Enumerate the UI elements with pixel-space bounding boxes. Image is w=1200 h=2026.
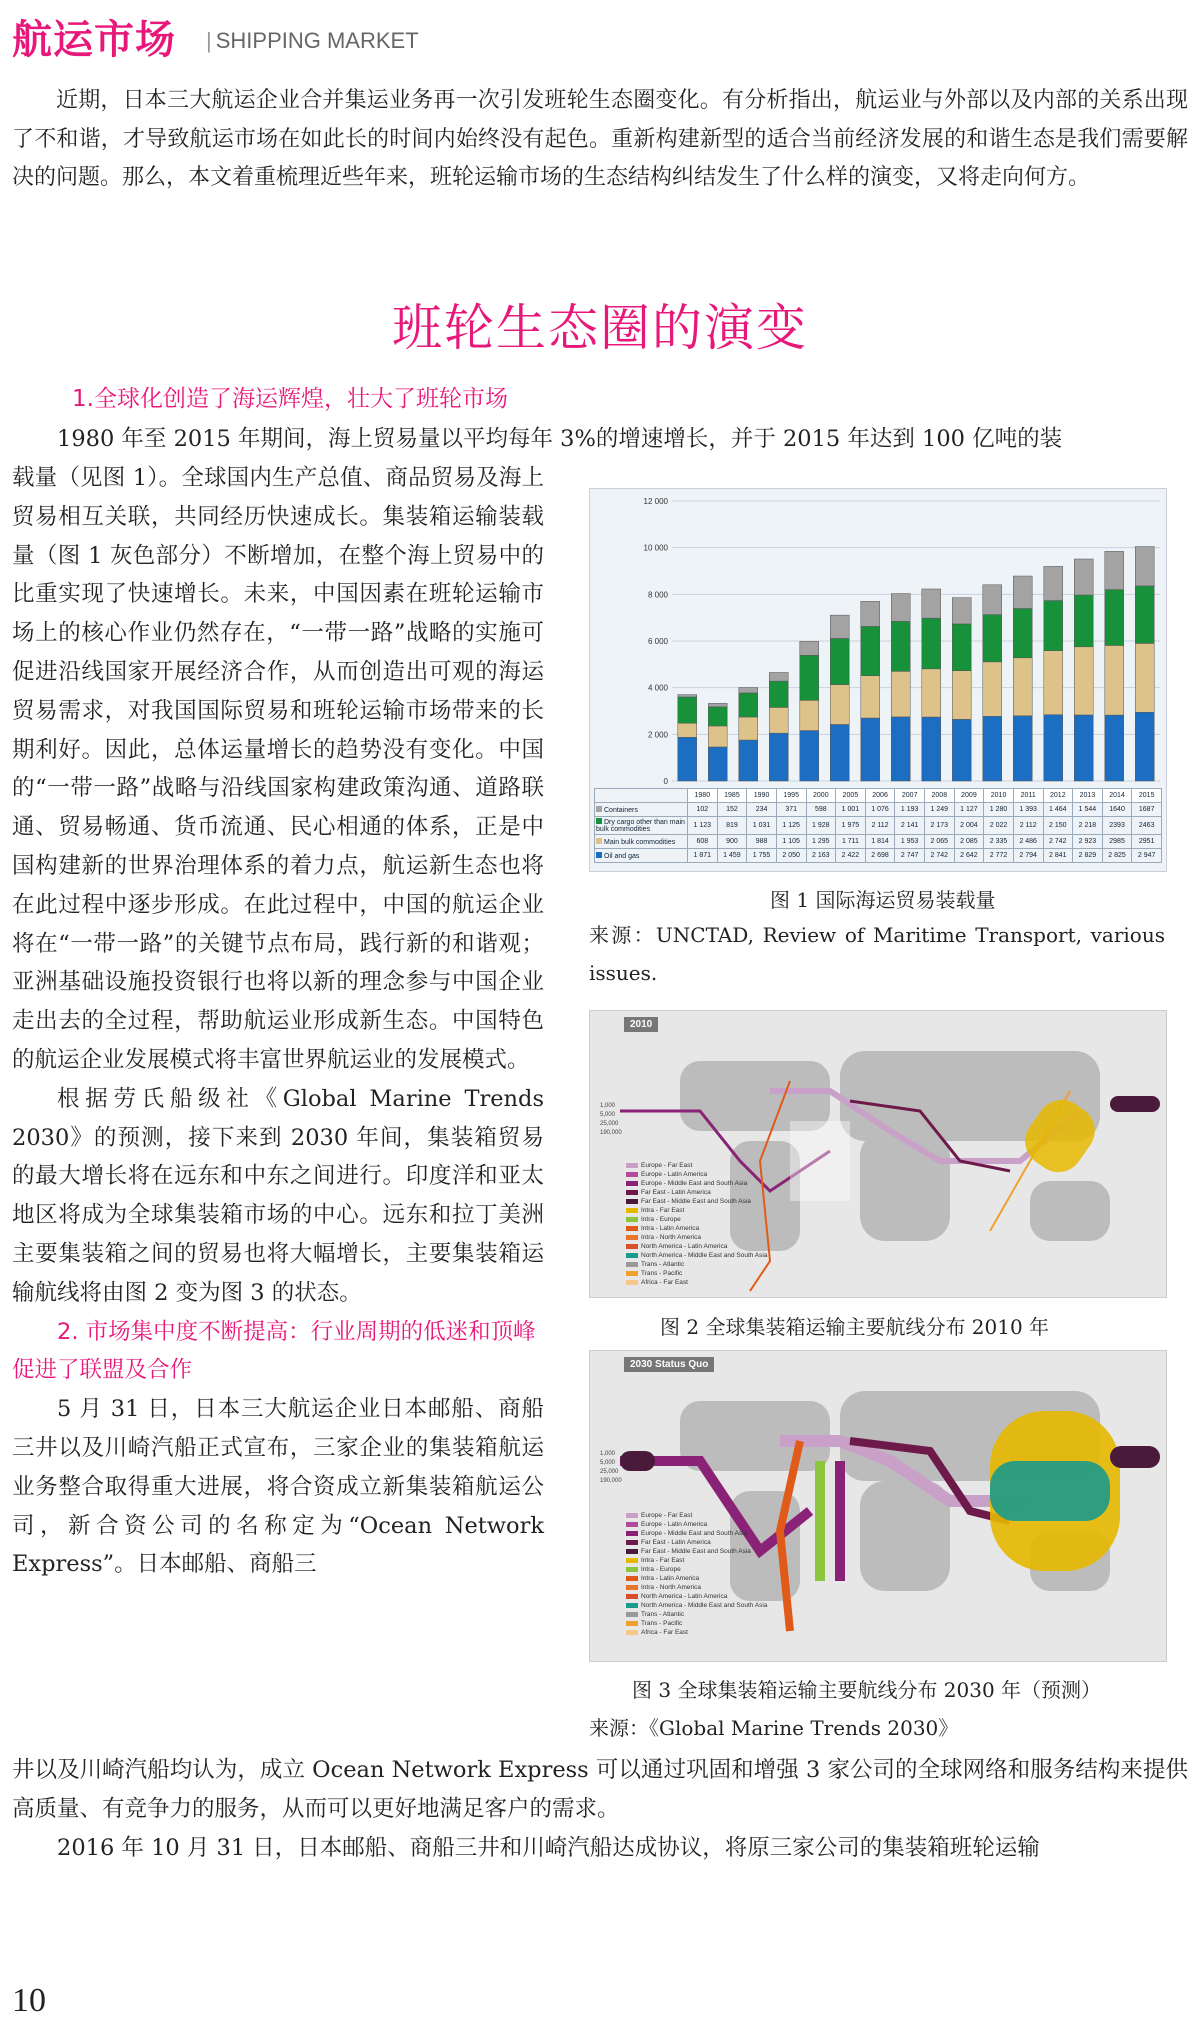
legend-item: Intra - Europe xyxy=(626,1215,767,1224)
legend-item: Intra - North America xyxy=(626,1233,767,1242)
table-cell: 1 280 xyxy=(984,803,1014,817)
bar-segment xyxy=(708,726,727,747)
table-cell: 2 772 xyxy=(984,849,1014,863)
table-cell: 1640 xyxy=(1102,803,1132,817)
table-cell: 2 050 xyxy=(776,849,806,863)
table-cell: 2 841 xyxy=(1043,849,1073,863)
article-section-title: 班轮生态圈的演变 xyxy=(392,299,808,357)
table-year-header: 2007 xyxy=(895,789,925,803)
table-cell: 2 422 xyxy=(836,849,866,863)
table-cell: 2 335 xyxy=(984,835,1014,849)
scale-label: 25,000 xyxy=(600,1469,619,1475)
page-number: 10 xyxy=(12,1982,46,2019)
table-year-header: 2011 xyxy=(1013,789,1043,803)
table-cell: 1 393 xyxy=(1013,803,1043,817)
table-year-header: 2015 xyxy=(1132,789,1162,803)
table-cell: 608 xyxy=(688,835,718,849)
y-tick-label: 12 000 xyxy=(643,497,668,506)
bar-segment xyxy=(800,700,819,730)
bar-segment xyxy=(708,747,727,781)
legend-item: North America - Latin America xyxy=(626,1592,767,1601)
paragraph-1-first-line: 1980 年至 2015 年期间，海上贸易量以平均每年 3%的增速增长，并于 2015 年达到 100 亿吨的装 xyxy=(57,426,1063,452)
bar-segment xyxy=(1044,715,1063,781)
legend-swatch xyxy=(626,1540,638,1545)
table-cell: 2 112 xyxy=(1013,817,1043,835)
table-cell: 988 xyxy=(747,835,777,849)
bar-segment xyxy=(861,601,880,626)
table-cell: 1 975 xyxy=(836,817,866,835)
table-cell: 1 193 xyxy=(895,803,925,817)
table-cell: 1 125 xyxy=(776,817,806,835)
bar-segment xyxy=(922,669,941,717)
legend-item: Far East - Middle East and South Asia xyxy=(626,1547,767,1556)
figure-1-source: 来源：UNCTAD, Review of Maritime Transport, various issues. xyxy=(589,923,1165,985)
table-cell: 2 218 xyxy=(1073,817,1103,835)
table-cell: 1 031 xyxy=(747,817,777,835)
paragraph-2: 根据劳氏船级社《Global Marine Trends 2030》的预测，接下来到 2030 年间，集装箱贸易的最大增长将在远东和中东之间进行。印度洋和亚太地区将成为全球集装箱市场的中心。远东和拉丁美洲主要集装箱之间的贸易也将大幅增长，主要集装箱运输航线将由图 2 变为图 3 的状态。 xyxy=(12,1085,544,1306)
table-year-header: 2000 xyxy=(806,789,836,803)
series-swatch xyxy=(596,806,602,812)
table-cell: 1 953 xyxy=(895,835,925,849)
bar-segment xyxy=(1013,609,1032,658)
table-series-label: Main bulk commodities xyxy=(595,835,688,849)
legend-item: Africa - Far East xyxy=(626,1278,767,1287)
table-cell: 2 829 xyxy=(1073,849,1103,863)
bar-segment xyxy=(739,717,758,740)
bar-segment xyxy=(1105,645,1124,715)
legend-item: Europe - Far East xyxy=(626,1161,767,1170)
bar-segment xyxy=(952,671,971,720)
bar-segment xyxy=(1013,716,1032,781)
legend-item: Far East - Middle East and South Asia xyxy=(626,1197,767,1206)
legend-item: North America - Middle East and South Asia xyxy=(626,1251,767,1260)
table-cell: 2 150 xyxy=(1043,817,1073,835)
table-cell: 2 794 xyxy=(1013,849,1043,863)
table-cell: 2 085 xyxy=(954,835,984,849)
legend-item: Europe - Latin America xyxy=(626,1170,767,1179)
bar-segment xyxy=(922,589,941,618)
table-cell: 1 123 xyxy=(688,817,718,835)
bar-segment xyxy=(891,671,910,717)
legend-item: Trans - Atlantic xyxy=(626,1610,767,1619)
table-cell: 2 112 xyxy=(865,817,895,835)
legend-item: Intra - Far East xyxy=(626,1556,767,1565)
scale-label: 190,000 xyxy=(600,1478,622,1484)
legend-item: Far East - Latin America xyxy=(626,1538,767,1547)
bar-segment xyxy=(1135,547,1154,586)
subheading-1: 1.全球化创造了海运辉煌，壮大了班轮市场 xyxy=(72,386,508,412)
bar-segment xyxy=(1135,712,1154,781)
scale-label: 1,000 xyxy=(600,1103,616,1109)
table-cell: 2 065 xyxy=(925,835,955,849)
legend-swatch xyxy=(626,1594,638,1599)
map-2010-tag: 2010 xyxy=(624,1017,658,1032)
map-2010-legend xyxy=(626,1161,767,1287)
legend-swatch xyxy=(626,1190,638,1195)
bar-segment xyxy=(1074,595,1093,647)
table-cell: 2 698 xyxy=(865,849,895,863)
table-cell: 2 742 xyxy=(1043,835,1073,849)
y-tick-label: 2 000 xyxy=(647,730,668,740)
table-series-label: Oil and gas xyxy=(595,849,688,863)
table-cell: 1 464 xyxy=(1043,803,1073,817)
bar-segment xyxy=(830,685,849,725)
table-year-header: 2009 xyxy=(954,789,984,803)
y-tick-label: 0 xyxy=(663,777,668,786)
table-cell: 2 173 xyxy=(925,817,955,835)
legend-swatch xyxy=(626,1253,638,1258)
table-cell: 2 642 xyxy=(954,849,984,863)
legend-swatch xyxy=(626,1576,638,1581)
map-2030-legend xyxy=(626,1511,767,1637)
y-tick-label: 8 000 xyxy=(647,590,668,600)
map-2030-tag: 2030 Status Quo xyxy=(624,1357,714,1372)
bar-segment xyxy=(983,662,1002,716)
bar-segment xyxy=(800,731,819,781)
bar-segment xyxy=(830,615,849,638)
table-cell: 2 486 xyxy=(1013,835,1043,849)
table-cell: 2463 xyxy=(1132,817,1162,835)
paragraph-1-continued: 载量（见图 1）。全球国内生产总值、商品贸易及海上贸易相互关联，共同经历快速成长。集装箱运输装载量（图 1 灰色部分）不断增加，在整个海上贸易中的比重实现了快速增长。未来，中国因素在班轮运输市场上的核心作业仍然存在，“一带一路”战略的实施可促进沿线国家开展经济合作，从而创造出可观的海运贸易需求，对我国国际贸易和班轮运输市场带来的长期利好。因此，总体运量增长的趋势没有变化。中国的“一带一路”战略与沿线国家构建政策沟通、道路联通、贸易畅通、货币流通、民心相通的体系，正是中国构建新的世界治理体系的着力点，航运新生态也将在此过程中逐步形成。在此过程中，中国的航运企业将在“一带一路”的关键节点布局，践行新的和谐观；亚洲基础设施投资银行也将以新的理念参与中国企业走出去的全过程，帮助航运业形成新生态。中国特色的航运企业发展模式将丰富世界航运业的发展模式。 xyxy=(12,465,544,1073)
bar-segment xyxy=(769,672,788,681)
bar-segment xyxy=(983,585,1002,615)
section-header-subtitle xyxy=(206,28,419,54)
table-cell: 234 xyxy=(747,803,777,817)
legend-swatch xyxy=(626,1271,638,1276)
legend-swatch xyxy=(626,1226,638,1231)
table-cell: 1 295 xyxy=(806,835,836,849)
map-2010-scale xyxy=(600,1103,622,1139)
legend-item: Intra - Latin America xyxy=(626,1224,767,1233)
bar-segment xyxy=(861,626,880,675)
bar-segment xyxy=(708,707,727,726)
bar-segment xyxy=(678,695,697,697)
table-year-header: 2012 xyxy=(1043,789,1073,803)
legend-swatch xyxy=(626,1244,638,1249)
table-cell: 1687 xyxy=(1132,803,1162,817)
header-english-title: SHIPPING MARKET xyxy=(215,28,419,53)
figure-1-chart xyxy=(589,488,1167,872)
map-2030-scale xyxy=(600,1451,622,1487)
legend-item: Europe - Middle East and South Asia xyxy=(626,1529,767,1538)
bar-segment xyxy=(1044,566,1063,600)
bottom-text xyxy=(12,1751,1188,1867)
bar-segment xyxy=(891,621,910,671)
chart-data-table xyxy=(594,788,1162,863)
paragraph-3: 5 月 31 日，日本三大航运企业日本邮船、商船三井以及川崎汽船正式宣布，三家企业的集装箱航运业务整合取得重大进展，将合资成立新集装箱航运公司，新合资公司的名称定为“Ocean Network Express”。日本邮船、商船三 xyxy=(12,1396,544,1578)
table-cell: 598 xyxy=(806,803,836,817)
legend-swatch xyxy=(626,1549,638,1554)
figure-3-route-map xyxy=(589,1350,1167,1662)
scale-label: 5,000 xyxy=(600,1112,616,1118)
table-cell: 1 755 xyxy=(747,849,777,863)
bar-segment xyxy=(739,687,758,692)
table-cell: 1 105 xyxy=(776,835,806,849)
table-cell: 1 871 xyxy=(688,849,718,863)
subheading-2: 2. 市场集中度不断提高：行业周期的低迷和顶峰促进了联盟及合作 xyxy=(12,1318,536,1384)
bar-segment xyxy=(800,641,819,655)
legend-swatch xyxy=(626,1262,638,1267)
table-year-header: 2006 xyxy=(865,789,895,803)
table-cell: 2393 xyxy=(1102,817,1132,835)
table-cell: 2 747 xyxy=(895,849,925,863)
legend-item: Africa - Far East xyxy=(626,1628,767,1637)
legend-swatch xyxy=(626,1558,638,1563)
table-cell: 2 742 xyxy=(925,849,955,863)
table-cell: 2 825 xyxy=(1102,849,1132,863)
figure-3-caption: 图 3 全球集装箱运输主要航线分布 2030 年（预测） xyxy=(632,1678,1102,1702)
table-corner xyxy=(595,789,688,803)
legend-item: Europe - Latin America xyxy=(626,1520,767,1529)
bar-segment xyxy=(861,676,880,718)
legend-item: Far East - Latin America xyxy=(626,1188,767,1197)
legend-swatch xyxy=(626,1522,638,1527)
table-cell: 152 xyxy=(717,803,747,817)
legend-swatch xyxy=(626,1172,638,1177)
legend-item: Trans - Pacific xyxy=(626,1269,767,1278)
table-cell: 900 xyxy=(717,835,747,849)
scale-label: 190,000 xyxy=(600,1130,622,1136)
legend-item: Intra - Europe xyxy=(626,1565,767,1574)
legend-item: Europe - Middle East and South Asia xyxy=(626,1179,767,1188)
header-divider: | xyxy=(206,28,212,53)
bar-segment xyxy=(1044,651,1063,715)
table-cell: 2 947 xyxy=(1132,849,1162,863)
table-cell: 1 076 xyxy=(865,803,895,817)
figure-2-route-map xyxy=(589,1010,1167,1298)
bar-segment xyxy=(739,740,758,781)
table-cell: 1 127 xyxy=(954,803,984,817)
legend-swatch xyxy=(626,1603,638,1608)
table-series-label: Dry cargo other than main bulk commodities xyxy=(595,817,688,835)
bar-segment xyxy=(830,638,849,684)
bar-segment xyxy=(830,724,849,781)
section-header-title: 航运市场 xyxy=(12,17,176,63)
scale-label: 25,000 xyxy=(600,1121,619,1127)
table-series-label: Containers xyxy=(595,803,688,817)
table-cell: 819 xyxy=(717,817,747,835)
table-cell: 1 711 xyxy=(836,835,866,849)
series-swatch xyxy=(596,852,602,858)
bar-segment xyxy=(678,697,697,723)
table-year-header: 2008 xyxy=(925,789,955,803)
table-cell: 2 141 xyxy=(895,817,925,835)
table-year-header: 2005 xyxy=(836,789,866,803)
table-cell: 2 004 xyxy=(954,817,984,835)
figure-2-caption: 图 2 全球集装箱运输主要航线分布 2010 年 xyxy=(660,1315,1050,1339)
legend-item: Trans - Pacific xyxy=(626,1619,767,1628)
legend-swatch xyxy=(626,1513,638,1518)
series-swatch xyxy=(596,838,602,844)
paragraph-3-continued: 井以及川崎汽船均认为，成立 Ocean Network Express 可以通过巩固和增强 3 家公司的全球网络和服务结构来提供高质量、有竞争力的服务，从而可以更好地满足客户的需求。 xyxy=(12,1757,1188,1822)
scale-label: 1,000 xyxy=(600,1451,616,1457)
legend-item: Intra - Far East xyxy=(626,1206,767,1215)
table-cell: 1 814 xyxy=(865,835,895,849)
table-cell: 2 923 xyxy=(1073,835,1103,849)
legend-swatch xyxy=(626,1199,638,1204)
y-tick-label: 4 000 xyxy=(647,683,668,693)
bar-segment xyxy=(952,598,971,624)
legend-item: Trans - Atlantic xyxy=(626,1260,767,1269)
paragraph-4: 2016 年 10 月 31 日，日本邮船、商船三井和川崎汽船达成协议，将原三家公司的集装箱班轮运输 xyxy=(57,1834,1040,1861)
table-year-header: 2010 xyxy=(984,789,1014,803)
bar-segment xyxy=(891,717,910,781)
table-year-header: 1980 xyxy=(688,789,718,803)
bar-segment xyxy=(861,718,880,781)
table-cell: 1 928 xyxy=(806,817,836,835)
table-cell: 2 022 xyxy=(984,817,1014,835)
legend-item: North America - Latin America xyxy=(626,1242,767,1251)
legend-swatch xyxy=(626,1531,638,1536)
scale-label: 5,000 xyxy=(600,1460,616,1466)
bar-segment xyxy=(1105,715,1124,781)
legend-swatch xyxy=(626,1612,638,1617)
bar-segment xyxy=(983,615,1002,662)
legend-swatch xyxy=(626,1567,638,1572)
bar-segment xyxy=(769,707,788,733)
table-year-header: 2014 xyxy=(1102,789,1132,803)
legend-swatch xyxy=(626,1181,638,1186)
bar-segment xyxy=(1135,586,1154,643)
y-tick-label: 10 000 xyxy=(643,543,668,553)
legend-item: North America - Middle East and South Asia xyxy=(626,1601,767,1610)
legend-swatch xyxy=(626,1630,638,1635)
bar-segment xyxy=(769,733,788,781)
table-cell: 2951 xyxy=(1132,835,1162,849)
table-cell: 102 xyxy=(688,803,718,817)
legend-swatch xyxy=(626,1208,638,1213)
legend-swatch xyxy=(626,1585,638,1590)
bar-segment xyxy=(739,693,758,717)
legend-item: Intra - North America xyxy=(626,1583,767,1592)
left-column xyxy=(12,459,544,1584)
bar-segment xyxy=(1013,658,1032,716)
bar-segment xyxy=(952,719,971,781)
bar-segment xyxy=(800,655,819,700)
bar-segment xyxy=(983,716,1002,781)
bar-segment xyxy=(891,594,910,622)
bar-segment xyxy=(1074,559,1093,595)
figure-3-source: 来源：《Global Marine Trends 2030》 xyxy=(589,1716,959,1740)
table-cell: 1 001 xyxy=(836,803,866,817)
bar-segment xyxy=(678,723,697,737)
legend-swatch xyxy=(626,1163,638,1168)
bar-segment xyxy=(1044,601,1063,651)
bar-segment xyxy=(1105,551,1124,589)
bar-segment xyxy=(1135,643,1154,712)
table-cell: 2985 xyxy=(1102,835,1132,849)
stacked-bar-chart xyxy=(590,489,1166,787)
table-cell: 1 249 xyxy=(925,803,955,817)
legend-swatch xyxy=(626,1235,638,1240)
table-cell: 371 xyxy=(776,803,806,817)
table-year-header: 1990 xyxy=(747,789,777,803)
bar-segment xyxy=(1074,715,1093,781)
series-swatch xyxy=(596,818,602,824)
bar-segment xyxy=(1105,590,1124,646)
bar-segment xyxy=(1013,576,1032,609)
legend-swatch xyxy=(626,1217,638,1222)
table-cell: 1 544 xyxy=(1073,803,1103,817)
table-year-header: 1995 xyxy=(776,789,806,803)
intro-paragraph: 近期，日本三大航运企业合并集运业务再一次引发班轮生态圈变化。有分析指出，航运业与外部以及内部的关系出现了不和谐，才导致航运市场在如此长的时间内始终没有起色。重新构建新型的适合当前经济发展的和谐生态是我们需要解决的问题。那么，本文着重梳理近些年来，班轮运输市场的生态结构纠结发生了什么样的演变，又将走向何方。 xyxy=(12,88,1188,190)
table-year-header: 1985 xyxy=(717,789,747,803)
legend-item: Europe - Far East xyxy=(626,1511,767,1520)
legend-swatch xyxy=(626,1280,638,1285)
bar-segment xyxy=(1074,647,1093,715)
legend-item: Intra - Latin America xyxy=(626,1574,767,1583)
table-year-header: 2013 xyxy=(1073,789,1103,803)
legend-swatch xyxy=(626,1621,638,1626)
table-cell: 1 459 xyxy=(717,849,747,863)
bar-segment xyxy=(678,737,697,781)
bar-segment xyxy=(922,717,941,781)
figure-1-caption: 图 1 国际海运贸易装载量 xyxy=(770,888,996,912)
bar-segment xyxy=(769,681,788,707)
y-tick-label: 6 000 xyxy=(647,637,668,646)
bar-segment xyxy=(922,618,941,669)
bar-segment xyxy=(708,703,727,707)
table-cell: 2 163 xyxy=(806,849,836,863)
bar-segment xyxy=(952,624,971,671)
